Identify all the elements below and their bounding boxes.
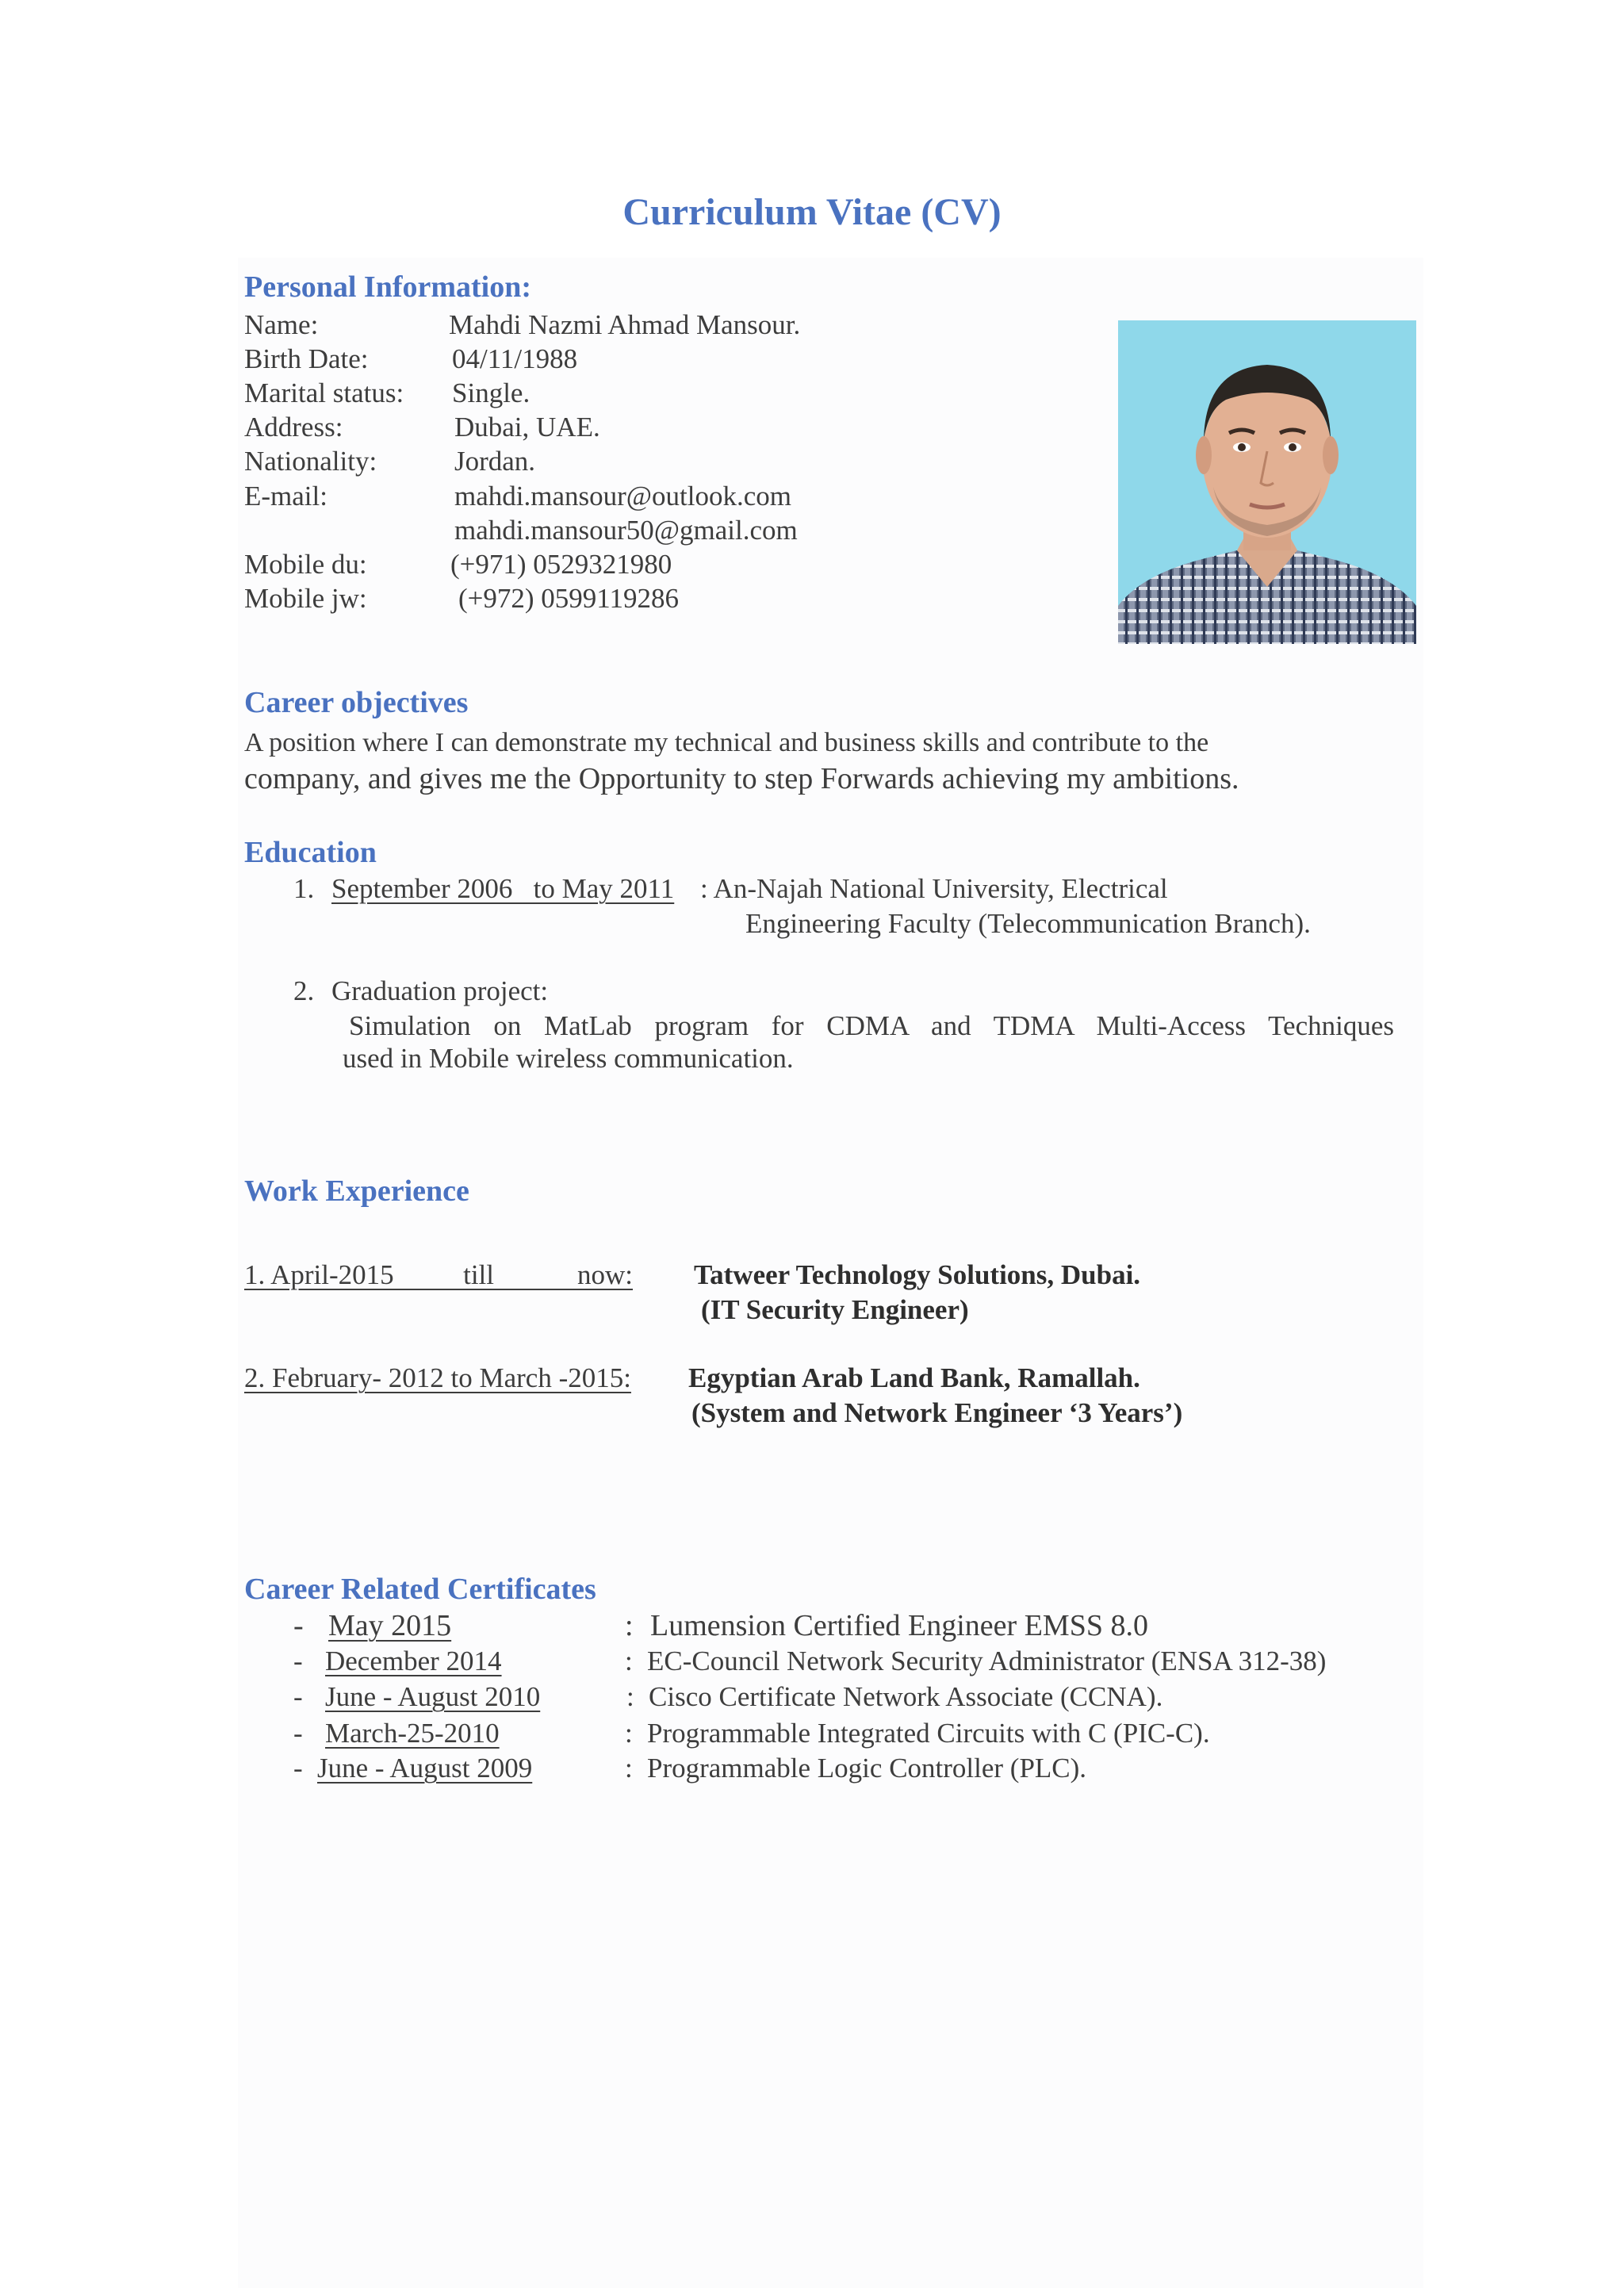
name-label: Name:: [244, 309, 319, 340]
job-2-period: 2. February- 2012 to March -2015:: [244, 1362, 631, 1393]
job-1-period: 1. April-2015 till now:: [244, 1259, 633, 1290]
education-item-2-number: 2.: [293, 975, 315, 1006]
marital-status-value: Single.: [452, 377, 530, 408]
certificate-2-date: December 2014: [325, 1646, 502, 1676]
certificate-2-dash: -: [293, 1646, 303, 1676]
personal-info-heading: Personal Information:: [244, 270, 532, 304]
email-link-2[interactable]: mahdi.mansour50@gmail.com: [454, 515, 798, 546]
education-item-1-number: 1.: [293, 873, 315, 904]
education-item-2-label: Graduation project:: [331, 975, 549, 1006]
certificate-3-dash: -: [293, 1681, 303, 1712]
email-link-1[interactable]: mahdi.mansour@outlook.com: [454, 481, 791, 511]
job-2-role: (System and Network Engineer ‘3 Years’): [691, 1397, 1183, 1428]
name-value: Mahdi Nazmi Ahmad Mansour.: [449, 309, 801, 340]
education-item-1-period: September 2006 to May 2011: [331, 873, 675, 904]
education-heading: Education: [244, 836, 377, 869]
job-2-company: Egyptian Arab Land Bank, Ramallah.: [688, 1362, 1140, 1393]
certificate-2-colon: :: [625, 1646, 633, 1676]
certificate-3-name: Cisco Certificate Network Associate (CCNA).: [649, 1681, 1163, 1712]
document-title: Curriculum Vitae (CV): [622, 191, 1002, 233]
career-objectives-heading: Career objectives: [244, 686, 469, 719]
career-objectives-line-1: A position where I can demonstrate my technical and business skills and contribute to the: [244, 728, 1209, 757]
mobile-jw-value: (+972) 0599119286: [458, 583, 680, 614]
education-item-1-line-1: : An-Najah National University, Electrical: [700, 873, 1168, 904]
certificate-5-dash: -: [293, 1753, 303, 1784]
certificate-4-colon: :: [625, 1718, 633, 1749]
certificates-heading: Career Related Certificates: [244, 1573, 596, 1606]
certificate-4-name: Programmable Integrated Circuits with C (PIC-C).: [647, 1718, 1210, 1749]
certificate-1-date: May 2015: [328, 1609, 452, 1642]
birth-date-value: 04/11/1988: [452, 343, 578, 374]
address-label: Address:: [244, 412, 343, 443]
address-value: Dubai, UAE.: [454, 412, 600, 443]
mobile-du-value: (+971) 0529321980: [450, 549, 672, 580]
marital-status-label: Marital status:: [244, 377, 404, 408]
certificate-3-date: June - August 2010: [325, 1681, 541, 1712]
certificate-1-name: Lumension Certified Engineer EMSS 8.0: [650, 1609, 1148, 1642]
certificate-3-colon: :: [626, 1681, 634, 1712]
education-item-2-line-1: Simulation on MatLab program for CDMA and TDMA Multi-Access Techniques: [349, 1010, 1394, 1041]
certificate-4-dash: -: [293, 1718, 303, 1749]
certificate-5-date: June - August 2009: [317, 1753, 533, 1784]
education-item-1-line-2: Engineering Faculty (Telecommunication Branch).: [745, 908, 1311, 939]
certificate-5-name: Programmable Logic Controller (PLC).: [647, 1753, 1087, 1784]
career-objectives-line-2: company, and gives me the Opportunity to step Forwards achieving my ambitions.: [244, 762, 1239, 795]
mobile-du-label: Mobile du:: [244, 549, 367, 580]
certificate-1-colon: :: [625, 1609, 634, 1642]
certificate-5-colon: :: [625, 1753, 633, 1784]
birth-date-label: Birth Date:: [244, 343, 369, 374]
certificate-4-date: March-25-2010: [325, 1718, 500, 1749]
job-1-company: Tatweer Technology Solutions, Dubai.: [694, 1259, 1141, 1290]
mobile-jw-label: Mobile jw:: [244, 583, 367, 614]
certificate-2-name: EC-Council Network Security Administrator (ENSA 312-38): [647, 1646, 1327, 1676]
email-label: E-mail:: [244, 481, 327, 511]
work-experience-heading: Work Experience: [244, 1174, 469, 1208]
nationality-value: Jordan.: [454, 446, 536, 477]
certificate-1-dash: -: [293, 1609, 304, 1642]
nationality-label: Nationality:: [244, 446, 377, 477]
job-1-role: (IT Security Engineer): [701, 1294, 969, 1325]
profile-photo: [1118, 320, 1416, 644]
education-item-2-line-2: used in Mobile wireless communication.: [343, 1043, 794, 1074]
